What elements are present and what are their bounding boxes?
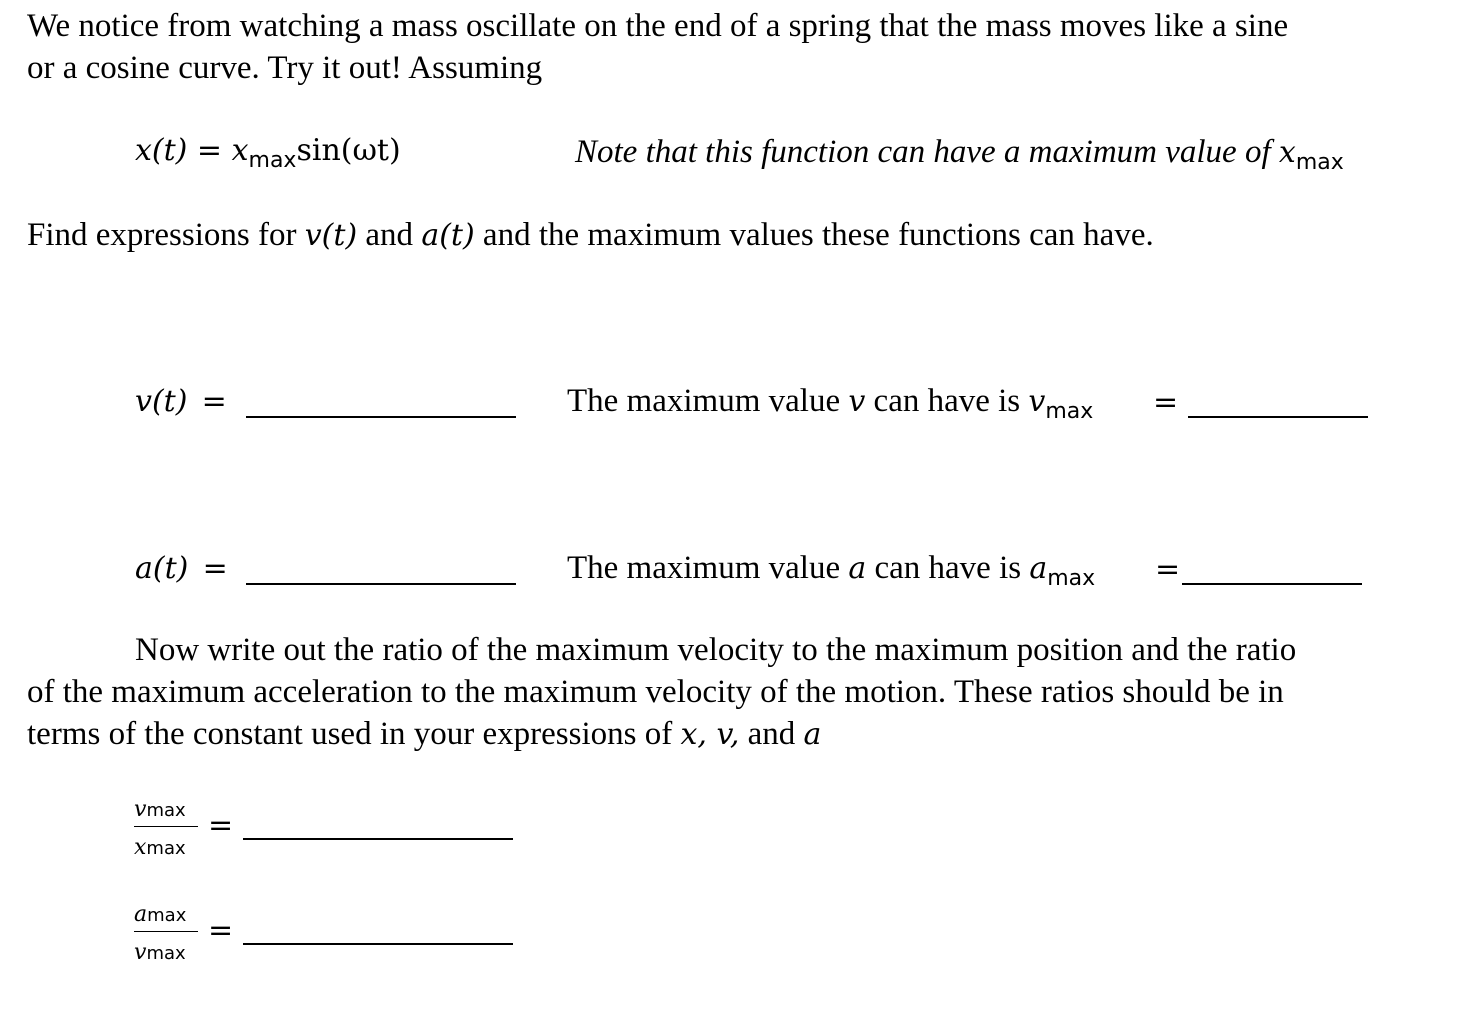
- velocity-max-blank[interactable]: [1188, 416, 1368, 418]
- velocity-max-var: v: [848, 384, 866, 419]
- find-post: and the maximum values these functions can have.: [474, 217, 1154, 253]
- accel-lhs-text: a(t): [135, 551, 189, 586]
- accel-max-sym: a: [1029, 551, 1048, 586]
- note-var-sub: max: [1295, 150, 1344, 175]
- ratio2-denominator: vmax: [134, 940, 186, 965]
- accel-max-mid: can have is: [866, 550, 1030, 586]
- velocity-max-mid: can have is: [865, 383, 1029, 419]
- note-text: [575, 134, 1344, 175]
- ratio-a-over-v: [134, 900, 204, 970]
- ratio2-numerator: amax: [134, 902, 187, 927]
- accel-answer-blank[interactable]: [246, 583, 516, 585]
- ratio1-numerator: vmax: [134, 797, 186, 822]
- find-mid: and: [357, 217, 422, 253]
- velocity-max-eq-sign: =: [1153, 385, 1179, 420]
- position-eq-coef-sub: max: [248, 148, 297, 173]
- ratio-line3-pre: terms of the constant used in your expressions of: [27, 716, 681, 752]
- velocity-lhs-text: v(t): [135, 384, 188, 419]
- velocity-max-text: [567, 383, 1094, 424]
- intro-line-2: or a cosine curve. Try it out! Assuming: [27, 50, 543, 86]
- ratio1-answer-blank[interactable]: [243, 838, 513, 840]
- ratio2-answer-blank[interactable]: [243, 943, 513, 945]
- velocity-max-sym: v: [1028, 384, 1046, 419]
- find-pre: Find expressions for: [27, 217, 305, 253]
- velocity-lhs: [135, 383, 227, 420]
- velocity-answer-blank[interactable]: [246, 416, 516, 418]
- position-equation: [135, 132, 401, 173]
- find-instruction: [27, 217, 1154, 254]
- find-a: a(t): [421, 218, 475, 253]
- ratio-line3-and: and: [739, 716, 804, 752]
- velocity-max-sub: max: [1045, 399, 1094, 424]
- velocity-eq-sign: =: [201, 384, 227, 419]
- ratio-para-line-1: Now write out the ratio of the maximum velocity to the maximum position and the ratio: [135, 632, 1297, 668]
- position-eq-coef: x: [231, 133, 249, 168]
- ratio-line3-a: a: [803, 717, 822, 752]
- note-label: Note that this function can have a maximum value of: [575, 134, 1279, 170]
- find-v: v(t): [304, 218, 358, 253]
- ratio1-eq-sign: =: [208, 808, 234, 843]
- accel-max-sub: max: [1047, 566, 1096, 591]
- ratio1-denominator: xmax: [134, 835, 186, 860]
- intro-line-1: We notice from watching a mass oscillate on the end of a spring that the mass moves like a sine: [27, 8, 1289, 44]
- ratio-para-line-3: [27, 716, 821, 753]
- accel-max-text: [567, 550, 1096, 591]
- accel-max-eq-sign: =: [1155, 552, 1181, 587]
- ratio2-bar: [134, 931, 198, 932]
- accel-eq-sign: =: [202, 551, 228, 586]
- position-eq-lhs: x(t) =: [135, 133, 232, 168]
- accel-max-var: a: [848, 551, 867, 586]
- accel-lhs: [135, 550, 228, 587]
- note-var: x: [1278, 135, 1296, 170]
- ratio1-bar: [134, 826, 198, 827]
- accel-max-blank[interactable]: [1182, 583, 1362, 585]
- velocity-max-label: The maximum value: [567, 383, 849, 419]
- ratio-para-line-2: of the maximum acceleration to the maximum velocity of the motion. These ratios should be in: [27, 674, 1284, 710]
- ratio2-eq-sign: =: [208, 913, 234, 948]
- ratio-line3-vars: x, v,: [680, 717, 740, 752]
- position-eq-rhs: sin(ωt): [296, 133, 401, 168]
- accel-max-label: The maximum value: [567, 550, 849, 586]
- ratio-v-over-x: [134, 795, 204, 865]
